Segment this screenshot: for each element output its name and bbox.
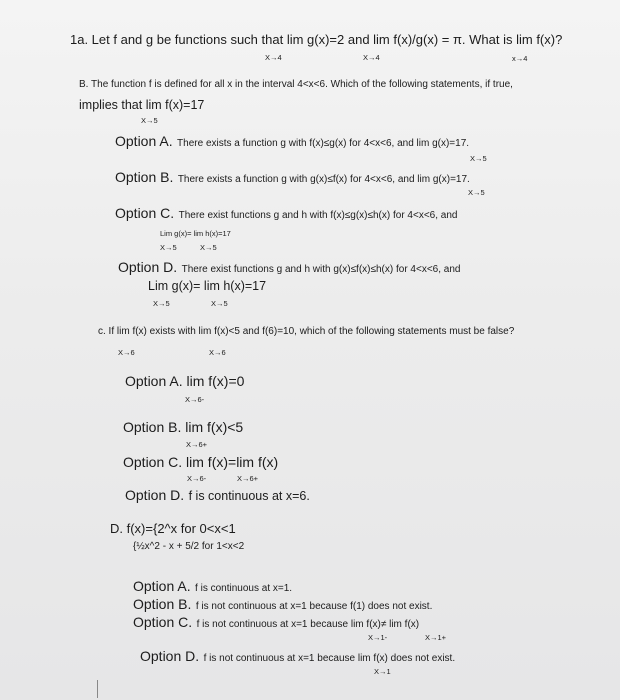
text-cursor-mark	[97, 680, 98, 698]
option-c-d	[125, 488, 310, 504]
option-label: Option A.	[115, 133, 173, 149]
option-text: There exists a function g with f(x)≤g(x) for 4<x<6, and lim g(x)=17.	[177, 138, 470, 149]
question-c: c. If lim f(x) exists with lim f(x)<5 and f(6)=10, which of the following statements must be false?	[98, 326, 515, 337]
limit-subscript: X→5	[211, 299, 228, 308]
option-c-line2: Lim g(x)= lim h(x)=17	[160, 229, 231, 238]
limit-subscript: X→6-	[185, 395, 205, 404]
limit-subscript: X→5	[153, 299, 170, 308]
limit-subscript: X→5	[468, 188, 485, 197]
option-text: f is not continuous at x=1 because lim f(x)≠ lim f(x)	[196, 619, 420, 630]
question-b-line2: implies that lim f(x)=17	[79, 98, 205, 112]
limit-subscript: X→6	[118, 348, 135, 357]
limit-subscript: X→5	[141, 116, 158, 125]
option-b-c	[115, 206, 457, 222]
question-b-line1: B. The function f is defined for all x in the interval 4<x<6. Which of the following statements, if true,	[79, 79, 513, 90]
limit-subscript: X→6-	[187, 474, 207, 483]
option-text: There exist functions g and h with f(x)≤g(x)≤h(x) for 4<x<6, and	[178, 210, 458, 221]
question-d-line2: {½x^2 - x + 5/2 for 1<x<2	[133, 541, 245, 552]
option-text: There exist functions g and h with g(x)≤f(x)≤h(x) for 4<x<6, and	[181, 264, 461, 275]
option-label: Option B.	[133, 596, 192, 612]
limit-subscript: X→1-	[368, 633, 388, 642]
option-label: Option B.	[115, 169, 174, 185]
option-d-d	[140, 649, 455, 665]
limit-subscript: X→6+	[237, 474, 259, 483]
option-d-a	[133, 579, 292, 595]
limit-subscript: x→4	[512, 54, 528, 63]
option-label: Option A.	[133, 578, 191, 594]
limit-subscript: X→1	[374, 667, 391, 676]
option-b-a	[115, 134, 469, 150]
option-d-c	[133, 615, 419, 631]
option-label: Option C.	[115, 205, 175, 221]
option-b-d	[118, 260, 460, 276]
limit-subscript: X→1+	[425, 633, 447, 642]
option-text: f is not continuous at x=1 because lim f(x) does not exist.	[203, 653, 456, 664]
option-label: Option D.	[118, 259, 178, 275]
limit-subscript: X→4	[265, 53, 282, 62]
option-c-c: Option C. lim f(x)=lim f(x)	[123, 454, 279, 470]
option-text: There exists a function g with g(x)≤f(x) for 4<x<6, and lim g(x)=17.	[177, 174, 470, 185]
option-text: f is continuous at x=6.	[188, 489, 310, 503]
option-c-a: Option A. lim f(x)=0	[125, 373, 245, 389]
question-d-line1: D. f(x)={2^x for 0<x<1	[110, 521, 236, 536]
option-label: Option C.	[133, 614, 193, 630]
limit-subscript: X→6	[209, 348, 226, 357]
limit-subscript: X→6+	[186, 440, 208, 449]
limit-subscript: X→4	[363, 53, 380, 62]
option-label: Option D.	[140, 648, 200, 664]
option-text: f is continuous at x=1.	[195, 583, 293, 594]
option-d-b	[133, 597, 432, 613]
option-text: f is not continuous at x=1 because f(1) does not exist.	[195, 601, 433, 612]
limit-subscript: X→5	[200, 243, 217, 252]
question-1a: 1a. Let f and g be functions such that lim g(x)=2 and lim f(x)/g(x) = π. What is lim f(x)?	[70, 32, 563, 47]
option-b-b	[115, 170, 470, 186]
option-c-b: Option B. lim f(x)<5	[123, 419, 244, 435]
limit-subscript: X→5	[160, 243, 177, 252]
option-label: Option D.	[125, 487, 185, 503]
limit-subscript: X→5	[470, 154, 487, 163]
option-d-line2: Lim g(x)= lim h(x)=17	[148, 279, 267, 293]
